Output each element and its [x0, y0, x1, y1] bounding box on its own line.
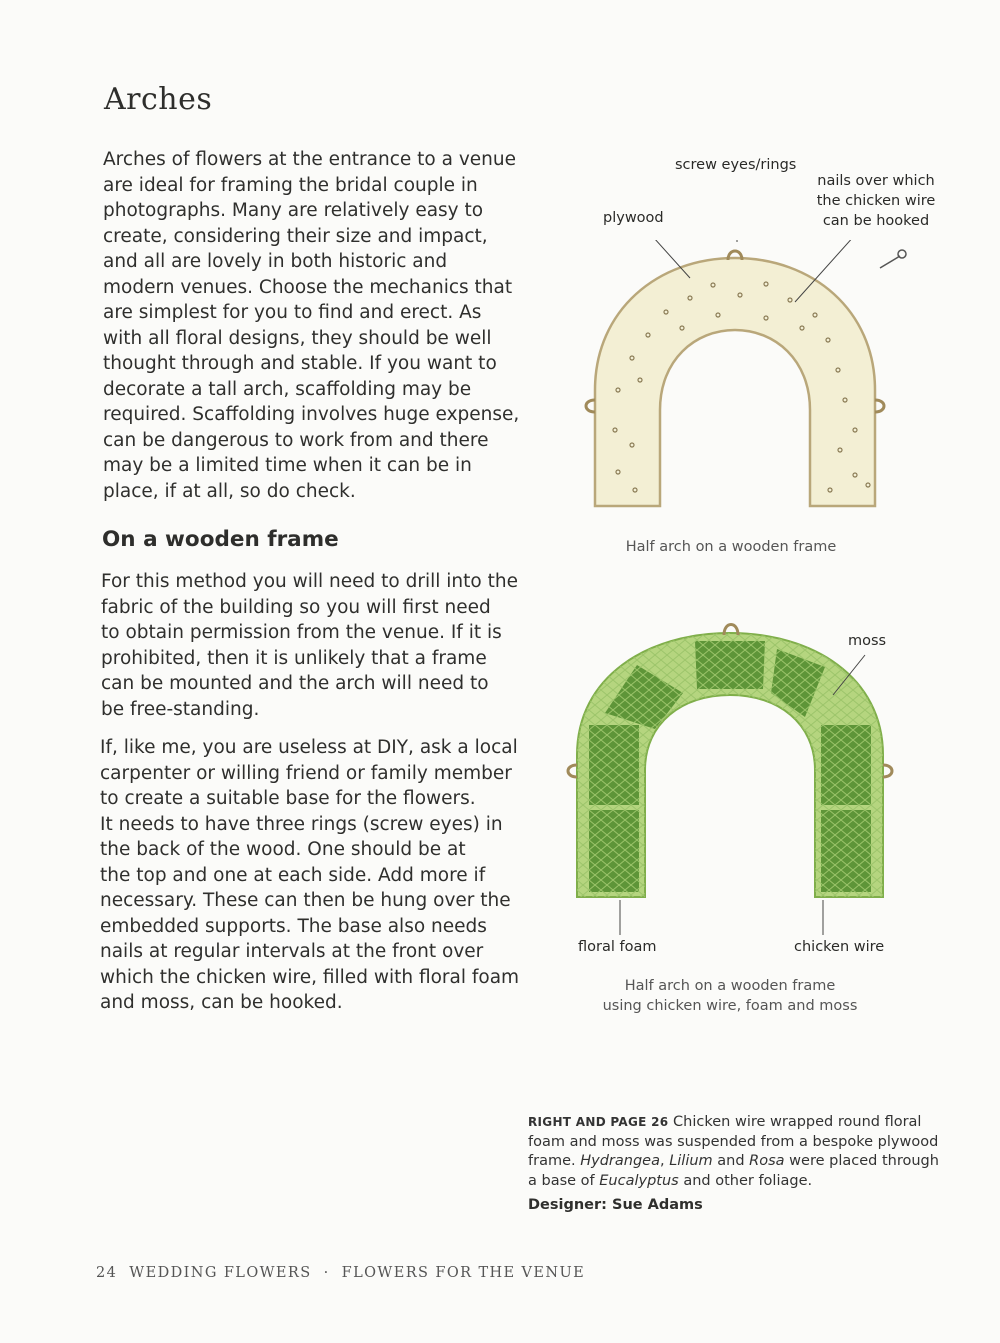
credit-sep-2: and [712, 1153, 750, 1169]
right-screw-eye [883, 765, 892, 777]
credit-text-3: and other foliage. [678, 1172, 813, 1189]
intro-line: are ideal for framing the bridal couple in [103, 174, 478, 196]
credit-italic-2: Lilium [669, 1153, 713, 1169]
label-moss: moss [848, 633, 887, 649]
intro-line: Arches of flowers at the entrance to a venue [103, 149, 516, 170]
intro-line: photographs. Many are relatively easy to [103, 200, 484, 221]
photo-credit [528, 1113, 948, 1191]
left-screw-eye [568, 765, 577, 777]
para2-line: nails at regular intervals at the front over [100, 941, 484, 962]
para2-line: necessary. These can then be hung over the [100, 890, 511, 911]
credit-italic-1: Hydrangea [580, 1153, 660, 1169]
plywood-arch-shape [595, 258, 875, 506]
credit-text-2: were placed through a base of [528, 1153, 939, 1189]
credit-text-1: Chicken wire wrapped round floral foam and moss was suspended from a bespoke plywood frame. [528, 1114, 939, 1169]
intro-line: are simplest for you to find and erect. As [103, 302, 482, 323]
para2-line: to create a suitable base for the flowers. [100, 788, 476, 809]
label-chicken-wire: chicken wire [794, 939, 885, 955]
designer-credit: Designer: Sue Adams [528, 1197, 703, 1213]
label-nails-line-3: can be hooked [822, 213, 930, 229]
credit-lead: RIGHT AND PAGE 26 [528, 1115, 669, 1129]
para2-line: It needs to have three rings (screw eyes) in [100, 813, 503, 835]
footer-separator: · [323, 1265, 330, 1281]
intro-line: create, considering their size and impact, [103, 225, 488, 247]
intro-paragraph [103, 147, 520, 504]
left-screw-eye [586, 400, 595, 412]
section-subheading: On a wooden frame [102, 527, 339, 552]
page-number: 24 [96, 1265, 118, 1281]
label-screw-eyes: screw eyes/rings [675, 157, 797, 173]
para1-line: fabric of the building so you will first need [101, 596, 491, 618]
wooden-frame-paragraph-1 [101, 569, 518, 722]
credit-sep-1: , [659, 1153, 670, 1169]
para2-line: embedded supports. The base also needs [100, 915, 487, 937]
para1-line: be free-standing. [101, 698, 260, 720]
page-title: Arches [104, 82, 213, 117]
wooden-frame-paragraph-2 [100, 735, 520, 1016]
label-floral-foam: floral foam [578, 939, 657, 955]
book-title: WEDDING FLOWERS [129, 1265, 312, 1281]
label-plywood: plywood [603, 210, 664, 226]
para2-line: the back of the wood. One should be at [100, 839, 466, 860]
intro-line: can be dangerous to work from and there [103, 429, 489, 451]
para1-line: prohibited, then it is unlikely that a frame [101, 647, 487, 669]
nail-icon [880, 250, 906, 268]
para1-line: can be mounted and the arch will need to [101, 673, 489, 694]
moss-arch-illustration [565, 605, 905, 945]
intro-line: required. Scaffolding involves huge expense, [103, 404, 520, 425]
para1-line: For this method you will need to drill into the [101, 571, 518, 592]
figure2-caption-line-2: using chicken wire, foam and moss [602, 998, 858, 1014]
intro-line: may be a limited time when it can be in [103, 455, 472, 476]
para2-line: and moss, can be hooked. [100, 992, 343, 1013]
label-nails-line-2: the chicken wire [816, 193, 936, 209]
plywood-arch-illustration [570, 240, 910, 520]
intro-line: place, if at all, so do check. [103, 480, 356, 502]
para2-line: the top and one at each side. Add more if [100, 864, 486, 886]
figure2-caption-line-1: Half arch on a wooden frame [624, 978, 836, 994]
label-nails [806, 171, 946, 231]
para2-line: carpenter or willing friend or family member [100, 762, 512, 784]
para2-line: which the chicken wire, filled with floral foam [100, 966, 520, 988]
figure1-caption: Half arch on a wooden frame [625, 539, 837, 555]
intro-line: thought through and stable. If you want to [103, 353, 497, 374]
page-footer [96, 1265, 585, 1281]
figure2-caption [590, 976, 870, 1016]
para2-line: If, like me, you are useless at DIY, ask a local [100, 737, 518, 758]
credit-italic-4: Eucalyptus [599, 1172, 679, 1189]
intro-line: decorate a tall arch, scaffolding may be [103, 378, 472, 400]
right-screw-eye [875, 400, 884, 412]
label-nails-line-1: nails over which [817, 173, 935, 189]
para1-line: to obtain permission from the venue. If it is [101, 622, 502, 643]
intro-line: with all floral designs, they should be well [103, 327, 492, 349]
intro-line: and all are lovely in both historic and [103, 251, 448, 272]
credit-italic-3: Rosa [749, 1153, 785, 1169]
section-title: FLOWERS FOR THE VENUE [341, 1265, 586, 1281]
intro-line: modern venues. Choose the mechanics that [103, 276, 513, 298]
